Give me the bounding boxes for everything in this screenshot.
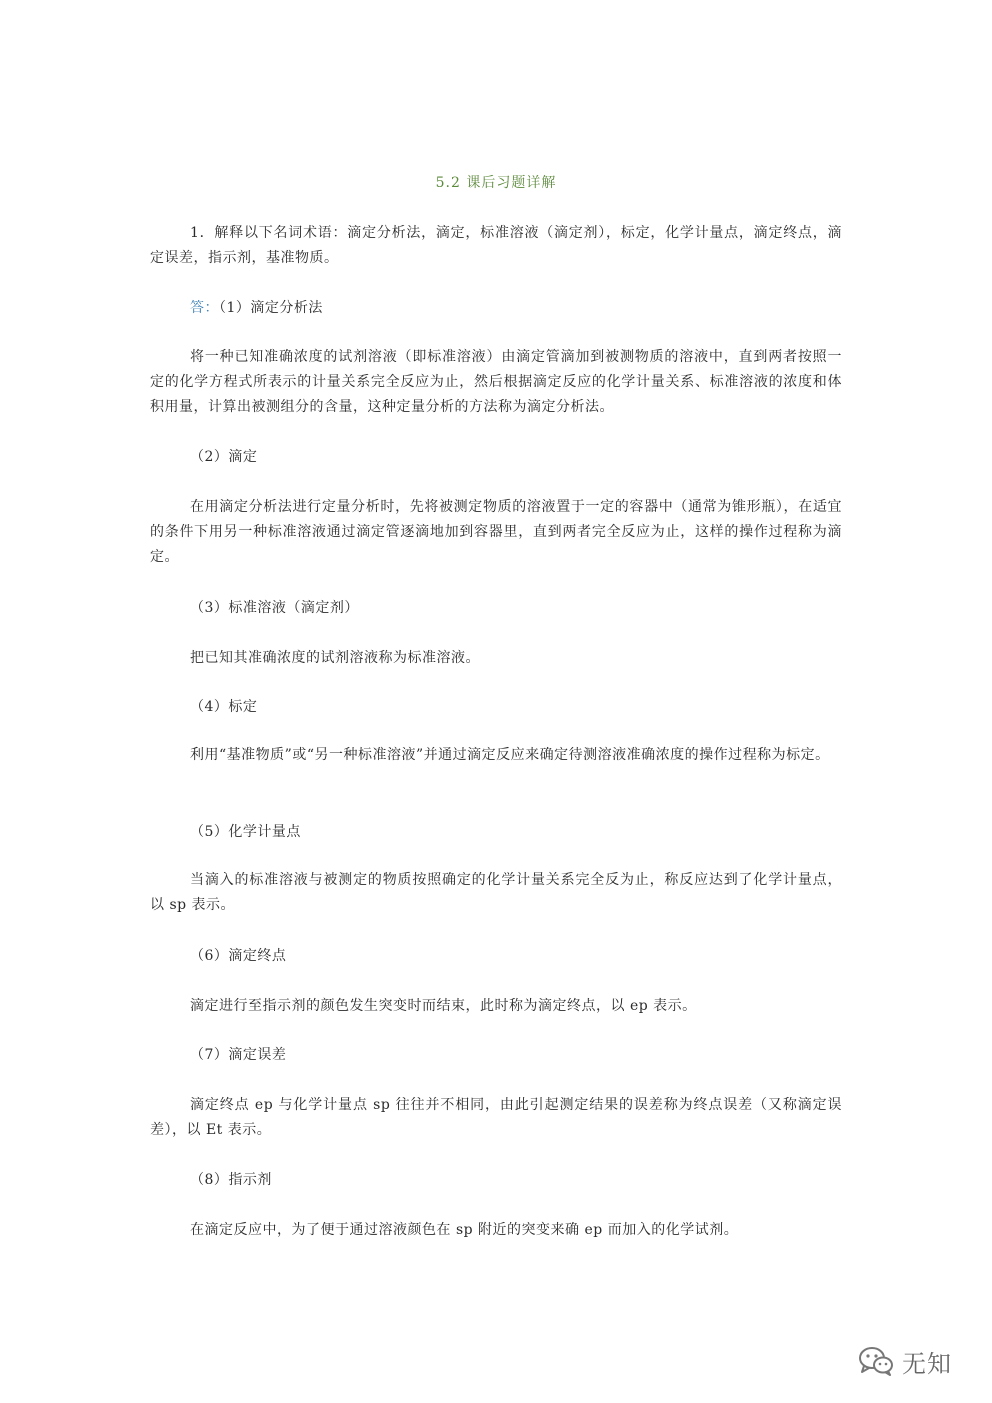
term-body-1: 将一种已知准确浓度的试剂溶液（即标准溶液）由滴定管滴加到被测物质的溶液中，直到两者按照一定的化学方程式所表示的计量关系完全反应为止，然后根据滴定反应的化学计量关系、标准溶液的浓度和体积用量，计算出被测组分的含量，这种定量分析的方法称为滴定分析法。 xyxy=(150,349,842,415)
term-heading-5: （5）化学计量点 xyxy=(190,824,301,840)
term-heading-3: （3）标准溶液（滴定剂） xyxy=(190,600,359,616)
term-heading-6: （6）滴定终点 xyxy=(190,948,287,964)
term-body-7: 滴定终点 ep 与化学计量点 sp 往往并不相同，由此引起测定结果的误差称为终点误差（又称滴定误差），以 Et 表示。 xyxy=(150,1097,842,1138)
term-body-6: 滴定进行至指示剂的颜色发生突变时而结束，此时称为滴定终点，以 ep 表示。 xyxy=(190,998,697,1014)
term-body-4: 利用“基准物质”或“另一种标准溶液”并通过滴定反应来确定待测溶液准确浓度的操作过程称为标定。 xyxy=(190,747,830,763)
wechat-watermark xyxy=(858,1343,968,1379)
term-heading-4: （4）标定 xyxy=(190,699,258,715)
section-title: 5.2 课后习题详解 xyxy=(435,175,557,191)
question-text: 1．解释以下名词术语：滴定分析法，滴定，标准溶液（滴定剂），标定，化学计量点，滴定终点，滴定误差，指示剂，基准物质。 xyxy=(150,225,842,266)
wechat-icon xyxy=(858,1345,894,1377)
term-heading-2: （2）滴定 xyxy=(190,449,258,465)
term-heading-7: （7）滴定误差 xyxy=(190,1047,287,1063)
watermark-text: 无知 xyxy=(902,1349,952,1378)
term-body-8: 在滴定反应中，为了便于通过溶液颜色在 sp 附近的突变来确 ep 而加入的化学试剂。 xyxy=(190,1222,739,1238)
term-body-2: 在用滴定分析法进行定量分析时，先将被测定物质的溶液置于一定的容器中（通常为锥形瓶），在适宜的条件下用另一种标准溶液通过滴定管逐滴地加到容器里，直到两者完全反应为止，这样的操作过程称为滴定。 xyxy=(150,499,842,565)
term-body-5: 当滴入的标准溶液与被测定的物质按照确定的化学计量关系完全反为止，称反应达到了化学计量点，以 sp 表示。 xyxy=(150,872,842,913)
term-heading-8: （8）指示剂 xyxy=(190,1172,272,1188)
term-body-3: 把已知其准确浓度的试剂溶液称为标准溶液。 xyxy=(190,650,480,666)
term-heading-1: （1）滴定分析法 xyxy=(219,300,323,316)
answer-line xyxy=(150,296,842,321)
answer-label: 答： xyxy=(190,300,219,316)
